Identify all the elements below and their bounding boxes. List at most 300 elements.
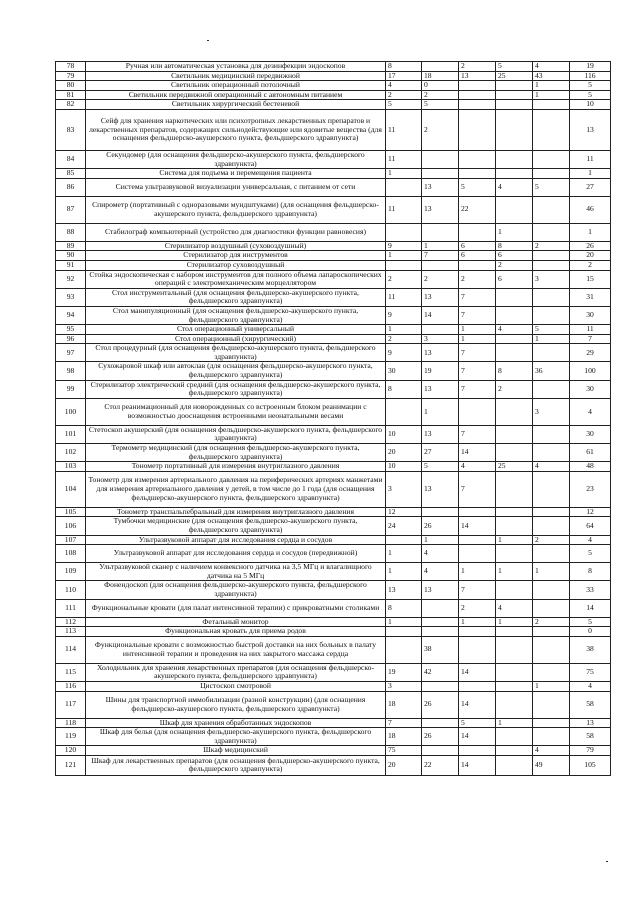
quantity-cell: [496, 169, 533, 179]
row-number: 108: [56, 545, 86, 563]
quantity-cell: [533, 109, 570, 150]
quantity-cell: 6: [496, 270, 533, 288]
quantity-cell: [422, 169, 459, 179]
quantity-cell: 10: [386, 462, 422, 472]
quantity-cell: 14: [459, 728, 496, 746]
quantity-cell: [496, 636, 533, 663]
quantity-cell: 2: [459, 599, 496, 617]
quantity-cell: 1: [533, 681, 570, 691]
quantity-cell: 1: [386, 325, 422, 335]
equipment-name: Функциональные кровати (для палат интенсивной терапии) с прикроватными столиками: [86, 599, 386, 617]
table-row: [56, 306, 611, 324]
equipment-name: Стол реанимационный для новорожденных со встроенным блоком реанимации с возможностью дооснащения встроенными неонатальными весами: [86, 398, 386, 425]
quantity-cell: 13: [422, 196, 459, 223]
quantity-cell: 1: [459, 617, 496, 627]
quantity-cell: 9: [386, 344, 422, 362]
table-row: [56, 636, 611, 663]
quantity-cell: 2: [533, 535, 570, 545]
table-row: [56, 344, 611, 362]
quantity-cell: 11: [386, 109, 422, 150]
quantity-cell: [496, 545, 533, 563]
quantity-cell: [386, 178, 422, 196]
row-number: 92: [56, 270, 86, 288]
equipment-name: Система ультразвуковой визуализации универсальная, с питанием от сети: [86, 178, 386, 196]
quantity-cell: [533, 718, 570, 728]
total-cell: 0: [570, 627, 611, 637]
total-cell: 58: [570, 691, 611, 718]
quantity-cell: 13: [422, 288, 459, 306]
row-number: 118: [56, 718, 86, 728]
table-row: [56, 535, 611, 545]
quantity-cell: 36: [533, 362, 570, 380]
quantity-cell: [533, 691, 570, 718]
quantity-cell: 2: [422, 270, 459, 288]
quantity-cell: 5: [533, 325, 570, 335]
total-cell: 14: [570, 599, 611, 617]
row-number: 106: [56, 517, 86, 535]
total-cell: 5: [570, 81, 611, 91]
row-number: 89: [56, 241, 86, 251]
quantity-cell: 8: [386, 380, 422, 398]
total-cell: 19: [570, 62, 611, 72]
quantity-cell: [386, 627, 422, 637]
table-row: [56, 507, 611, 517]
equipment-name: Стол процедурный (для оснащения фельдшерско-акушерского пункта, фельдшерского здравпункта): [86, 344, 386, 362]
total-cell: 13: [570, 718, 611, 728]
quantity-cell: [459, 681, 496, 691]
quantity-cell: [533, 380, 570, 398]
quantity-cell: [496, 334, 533, 344]
quantity-cell: [533, 517, 570, 535]
quantity-cell: 1: [496, 718, 533, 728]
quantity-cell: 13: [422, 471, 459, 507]
total-cell: 11: [570, 325, 611, 335]
quantity-cell: [533, 425, 570, 443]
quantity-cell: [533, 599, 570, 617]
equipment-table: [55, 61, 611, 776]
table-row: [56, 270, 611, 288]
quantity-cell: [386, 223, 422, 241]
total-cell: 20: [570, 251, 611, 261]
row-number: 95: [56, 325, 86, 335]
quantity-cell: 13: [422, 344, 459, 362]
quantity-cell: [459, 398, 496, 425]
row-number: 115: [56, 663, 86, 681]
row-number: 111: [56, 599, 86, 617]
quantity-cell: [459, 169, 496, 179]
total-cell: 2: [570, 260, 611, 270]
quantity-cell: 5: [422, 462, 459, 472]
equipment-name: Шкаф для лекарственных препаратов (для оснащения фельдшерско-акушерского пункта, фельдшерского здравпункта): [86, 755, 386, 775]
equipment-name: Секундомер (для оснащения фельдшерско-акушерского пункта, фельдшерского здравпункта): [86, 150, 386, 168]
row-number: 121: [56, 755, 86, 775]
table-row: [56, 90, 611, 100]
quantity-cell: [496, 288, 533, 306]
quantity-cell: [422, 627, 459, 637]
row-number: 103: [56, 462, 86, 472]
quantity-cell: [496, 581, 533, 599]
table-row: [56, 178, 611, 196]
quantity-cell: 2: [496, 380, 533, 398]
quantity-cell: 6: [459, 251, 496, 261]
table-row: [56, 718, 611, 728]
quantity-cell: 1: [533, 81, 570, 91]
total-cell: 38: [570, 636, 611, 663]
row-number: 113: [56, 627, 86, 637]
total-cell: 11: [570, 150, 611, 168]
quantity-cell: 3: [386, 681, 422, 691]
quantity-cell: 13: [422, 581, 459, 599]
total-cell: 31: [570, 288, 611, 306]
quantity-cell: 7: [459, 380, 496, 398]
row-number: 114: [56, 636, 86, 663]
quantity-cell: 4: [533, 62, 570, 72]
table-row: [56, 691, 611, 718]
quantity-cell: 4: [533, 462, 570, 472]
quantity-cell: 1: [386, 251, 422, 261]
quantity-cell: 19: [386, 663, 422, 681]
row-number: 88: [56, 223, 86, 241]
total-cell: 5: [570, 90, 611, 100]
equipment-name: Ручная или автоматическая установка для дезинфекции эндоскопов: [86, 62, 386, 72]
quantity-cell: 18: [422, 71, 459, 81]
table-row: [56, 581, 611, 599]
total-cell: 4: [570, 535, 611, 545]
table-row: [56, 71, 611, 81]
equipment-name: Стойка эндоскопическая с набором инструментов для полного объема лапароскопических операций с электромеханическим морцеллятором: [86, 270, 386, 288]
quantity-cell: 22: [422, 755, 459, 775]
table-row: [56, 196, 611, 223]
row-number: 93: [56, 288, 86, 306]
equipment-name: Холодильник для хранения лекарственных препаратов (для оснащения фельдшерско-акушерского пункта, фельдшерского здравпункта): [86, 663, 386, 681]
row-number: 110: [56, 581, 86, 599]
quantity-cell: [459, 90, 496, 100]
quantity-cell: [422, 599, 459, 617]
quantity-cell: 3: [422, 334, 459, 344]
quantity-cell: 22: [459, 196, 496, 223]
quantity-cell: 8: [386, 599, 422, 617]
quantity-cell: [533, 627, 570, 637]
total-cell: 48: [570, 462, 611, 472]
row-number: 117: [56, 691, 86, 718]
quantity-cell: [496, 746, 533, 756]
total-cell: 1: [570, 223, 611, 241]
quantity-cell: 10: [386, 425, 422, 443]
quantity-cell: 1: [386, 617, 422, 627]
quantity-cell: 38: [422, 636, 459, 663]
quantity-cell: 2: [459, 62, 496, 72]
table-row: [56, 109, 611, 150]
total-cell: 29: [570, 344, 611, 362]
table-row: [56, 681, 611, 691]
quantity-cell: [422, 62, 459, 72]
quantity-cell: 4: [496, 325, 533, 335]
quantity-cell: 4: [459, 462, 496, 472]
row-number: 96: [56, 334, 86, 344]
quantity-cell: 18: [386, 728, 422, 746]
table-row: [56, 462, 611, 472]
quantity-cell: [422, 223, 459, 241]
quantity-cell: 14: [459, 663, 496, 681]
quantity-cell: [533, 663, 570, 681]
quantity-cell: 18: [386, 691, 422, 718]
row-number: 81: [56, 90, 86, 100]
quantity-cell: 3: [386, 471, 422, 507]
quantity-cell: 13: [386, 581, 422, 599]
quantity-cell: [386, 535, 422, 545]
quantity-cell: 5: [459, 718, 496, 728]
quantity-cell: 5: [459, 178, 496, 196]
table-row: [56, 627, 611, 637]
quantity-cell: 8: [496, 362, 533, 380]
table-row: [56, 241, 611, 251]
table-row: [56, 545, 611, 563]
table-row: [56, 362, 611, 380]
quantity-cell: [496, 306, 533, 324]
quantity-cell: [459, 746, 496, 756]
row-number: 101: [56, 425, 86, 443]
row-number: 116: [56, 681, 86, 691]
quantity-cell: [533, 545, 570, 563]
quantity-cell: [459, 260, 496, 270]
total-cell: 10: [570, 100, 611, 110]
quantity-cell: 2: [386, 90, 422, 100]
quantity-cell: 1: [459, 334, 496, 344]
quantity-cell: 2: [533, 617, 570, 627]
table-row: [56, 169, 611, 179]
quantity-cell: 7: [459, 471, 496, 507]
quantity-cell: 1: [386, 169, 422, 179]
table-row: [56, 444, 611, 462]
quantity-cell: 1: [533, 563, 570, 581]
row-number: 98: [56, 362, 86, 380]
equipment-table-body: [56, 62, 611, 776]
quantity-cell: [533, 581, 570, 599]
quantity-cell: 24: [386, 517, 422, 535]
total-cell: 30: [570, 306, 611, 324]
quantity-cell: [533, 100, 570, 110]
quantity-cell: [386, 398, 422, 425]
quantity-cell: [422, 507, 459, 517]
quantity-cell: 14: [422, 306, 459, 324]
quantity-cell: [533, 251, 570, 261]
quantity-cell: 25: [496, 71, 533, 81]
quantity-cell: [533, 196, 570, 223]
quantity-cell: 19: [422, 362, 459, 380]
quantity-cell: 49: [533, 755, 570, 775]
quantity-cell: [459, 223, 496, 241]
quantity-cell: 5: [496, 62, 533, 72]
quantity-cell: [459, 150, 496, 168]
equipment-name: Сейф для хранения наркотических или психотропных лекарственных препаратов и лекарственных препаратов, содержащих сильнодействующие или ядовитые вещества (для оснащения фельдшерско-акушерского пункта, фельдшерского здравпункта): [86, 109, 386, 150]
table-row: [56, 471, 611, 507]
row-number: 85: [56, 169, 86, 179]
table-row: [56, 223, 611, 241]
quantity-cell: [533, 223, 570, 241]
equipment-name: Шины для транспортной иммобилизации (разной конструкции) (для оснащения фельдшерско-акушерского пункта, фельдшерского здравпункта): [86, 691, 386, 718]
quantity-cell: 2: [496, 260, 533, 270]
table-row: [56, 380, 611, 398]
quantity-cell: [386, 636, 422, 663]
quantity-cell: [459, 627, 496, 637]
scan-speck: [606, 861, 608, 862]
equipment-name: Стол инструментальный (для оснащения фельдшерско-акушерского пункта, фельдшерского здравпункта): [86, 288, 386, 306]
table-row: [56, 398, 611, 425]
quantity-cell: [496, 150, 533, 168]
total-cell: 4: [570, 398, 611, 425]
quantity-cell: 20: [386, 444, 422, 462]
total-cell: 23: [570, 471, 611, 507]
quantity-cell: 6: [496, 251, 533, 261]
row-number: 109: [56, 563, 86, 581]
quantity-cell: 30: [386, 362, 422, 380]
row-number: 102: [56, 444, 86, 462]
quantity-cell: [422, 150, 459, 168]
quantity-cell: 1: [496, 223, 533, 241]
equipment-name: Светильник операционный потолочный: [86, 81, 386, 91]
quantity-cell: 13: [422, 380, 459, 398]
quantity-cell: 75: [386, 746, 422, 756]
quantity-cell: [533, 728, 570, 746]
quantity-cell: 8: [496, 241, 533, 251]
quantity-cell: [533, 444, 570, 462]
quantity-cell: 13: [422, 178, 459, 196]
quantity-cell: [496, 507, 533, 517]
equipment-name: Тонометр транспальпебральный для измерения внутриглазного давления: [86, 507, 386, 517]
row-number: 112: [56, 617, 86, 627]
total-cell: 1: [570, 169, 611, 179]
quantity-cell: 1: [422, 398, 459, 425]
quantity-cell: [422, 746, 459, 756]
quantity-cell: 3: [533, 398, 570, 425]
total-cell: 15: [570, 270, 611, 288]
total-cell: 116: [570, 71, 611, 81]
equipment-name: Фонендоскоп (для оснащения фельдшерско-акушерского пункта, фельдшерского здравпункта): [86, 581, 386, 599]
equipment-name: Светильник хирургический бестеневой: [86, 100, 386, 110]
total-cell: 61: [570, 444, 611, 462]
quantity-cell: [533, 150, 570, 168]
quantity-cell: [496, 425, 533, 443]
row-number: 84: [56, 150, 86, 168]
quantity-cell: 17: [386, 71, 422, 81]
total-cell: 5: [570, 617, 611, 627]
quantity-cell: 2: [422, 90, 459, 100]
equipment-name: Светильник передвижной операционный с автономным питанием: [86, 90, 386, 100]
table-row: [56, 728, 611, 746]
quantity-cell: 4: [386, 81, 422, 91]
row-number: 82: [56, 100, 86, 110]
quantity-cell: [386, 260, 422, 270]
total-cell: 105: [570, 755, 611, 775]
quantity-cell: [459, 535, 496, 545]
quantity-cell: 7: [459, 581, 496, 599]
quantity-cell: 2: [533, 241, 570, 251]
quantity-cell: 9: [386, 241, 422, 251]
equipment-name: Цистоскоп смотровой: [86, 681, 386, 691]
equipment-name: Тонометр для измерения артериального давления на периферических артериях манжетами для измерения артериального давления у детей, в том числе до 1 года (для оснащения фельдшерско-акушерского пункта, фельдшерского здравпункта): [86, 471, 386, 507]
row-number: 120: [56, 746, 86, 756]
quantity-cell: 7: [459, 306, 496, 324]
total-cell: 5: [570, 545, 611, 563]
quantity-cell: [422, 681, 459, 691]
quantity-cell: [496, 627, 533, 637]
equipment-name: Функциональные кровати с возможностью быстрой доставки на них больных в палату интенсивной терапии и проведения на них закрытого массажа сердца: [86, 636, 386, 663]
quantity-cell: [459, 100, 496, 110]
equipment-name: Стол операционный универсальный: [86, 325, 386, 335]
quantity-cell: 1: [533, 334, 570, 344]
quantity-cell: [533, 636, 570, 663]
row-number: 86: [56, 178, 86, 196]
quantity-cell: 2: [422, 109, 459, 150]
equipment-name: Ультразвуковой аппарат для исследования сердца и сосудов: [86, 535, 386, 545]
equipment-name: Стерилизатор для инструментов: [86, 251, 386, 261]
row-number: 90: [56, 251, 86, 261]
quantity-cell: 7: [459, 362, 496, 380]
quantity-cell: [496, 755, 533, 775]
quantity-cell: [422, 718, 459, 728]
total-cell: 64: [570, 517, 611, 535]
quantity-cell: 2: [459, 270, 496, 288]
quantity-cell: [496, 196, 533, 223]
equipment-name: Светильник медицинский передвижной: [86, 71, 386, 81]
quantity-cell: 20: [386, 755, 422, 775]
quantity-cell: 5: [386, 100, 422, 110]
quantity-cell: [496, 398, 533, 425]
quantity-cell: [533, 344, 570, 362]
equipment-name: Стерилизатор суховоздушный: [86, 260, 386, 270]
quantity-cell: 1: [422, 241, 459, 251]
table-row: [56, 288, 611, 306]
equipment-name: Тонометр портативный для измерения внутриглазного давления: [86, 462, 386, 472]
quantity-cell: [496, 663, 533, 681]
equipment-name: Шкаф для белья (для оснащения фельдшерско-акушерского пункта, фельдшерского здравпункта): [86, 728, 386, 746]
quantity-cell: 9: [386, 306, 422, 324]
total-cell: 12: [570, 507, 611, 517]
quantity-cell: [533, 169, 570, 179]
row-number: 80: [56, 81, 86, 91]
quantity-cell: [459, 109, 496, 150]
total-cell: 75: [570, 663, 611, 681]
quantity-cell: 1: [496, 617, 533, 627]
quantity-cell: 11: [386, 288, 422, 306]
equipment-name: Фетальный монитор: [86, 617, 386, 627]
table-row: [56, 251, 611, 261]
row-number: 94: [56, 306, 86, 324]
quantity-cell: 7: [386, 718, 422, 728]
quantity-cell: [496, 109, 533, 150]
quantity-cell: [496, 517, 533, 535]
quantity-cell: 2: [386, 270, 422, 288]
quantity-cell: 7: [459, 288, 496, 306]
quantity-cell: [422, 617, 459, 627]
equipment-name: Стерилизатор воздушный (суховоздушный): [86, 241, 386, 251]
table-row: [56, 517, 611, 535]
row-number: 100: [56, 398, 86, 425]
equipment-name: Сухожаровой шкаф или автоклав (для оснащения фельдшерско-акушерского пункта, фельдшерского здравпункта): [86, 362, 386, 380]
quantity-cell: 14: [459, 444, 496, 462]
row-number: 107: [56, 535, 86, 545]
total-cell: 33: [570, 581, 611, 599]
quantity-cell: 1: [533, 90, 570, 100]
table-row: [56, 599, 611, 617]
table-row: [56, 334, 611, 344]
quantity-cell: [496, 471, 533, 507]
quantity-cell: 4: [422, 545, 459, 563]
equipment-name: Ультразвуковой аппарат для исследования сердца и сосудов (передвижной): [86, 545, 386, 563]
quantity-cell: [459, 545, 496, 563]
quantity-cell: 5: [422, 100, 459, 110]
total-cell: 58: [570, 728, 611, 746]
